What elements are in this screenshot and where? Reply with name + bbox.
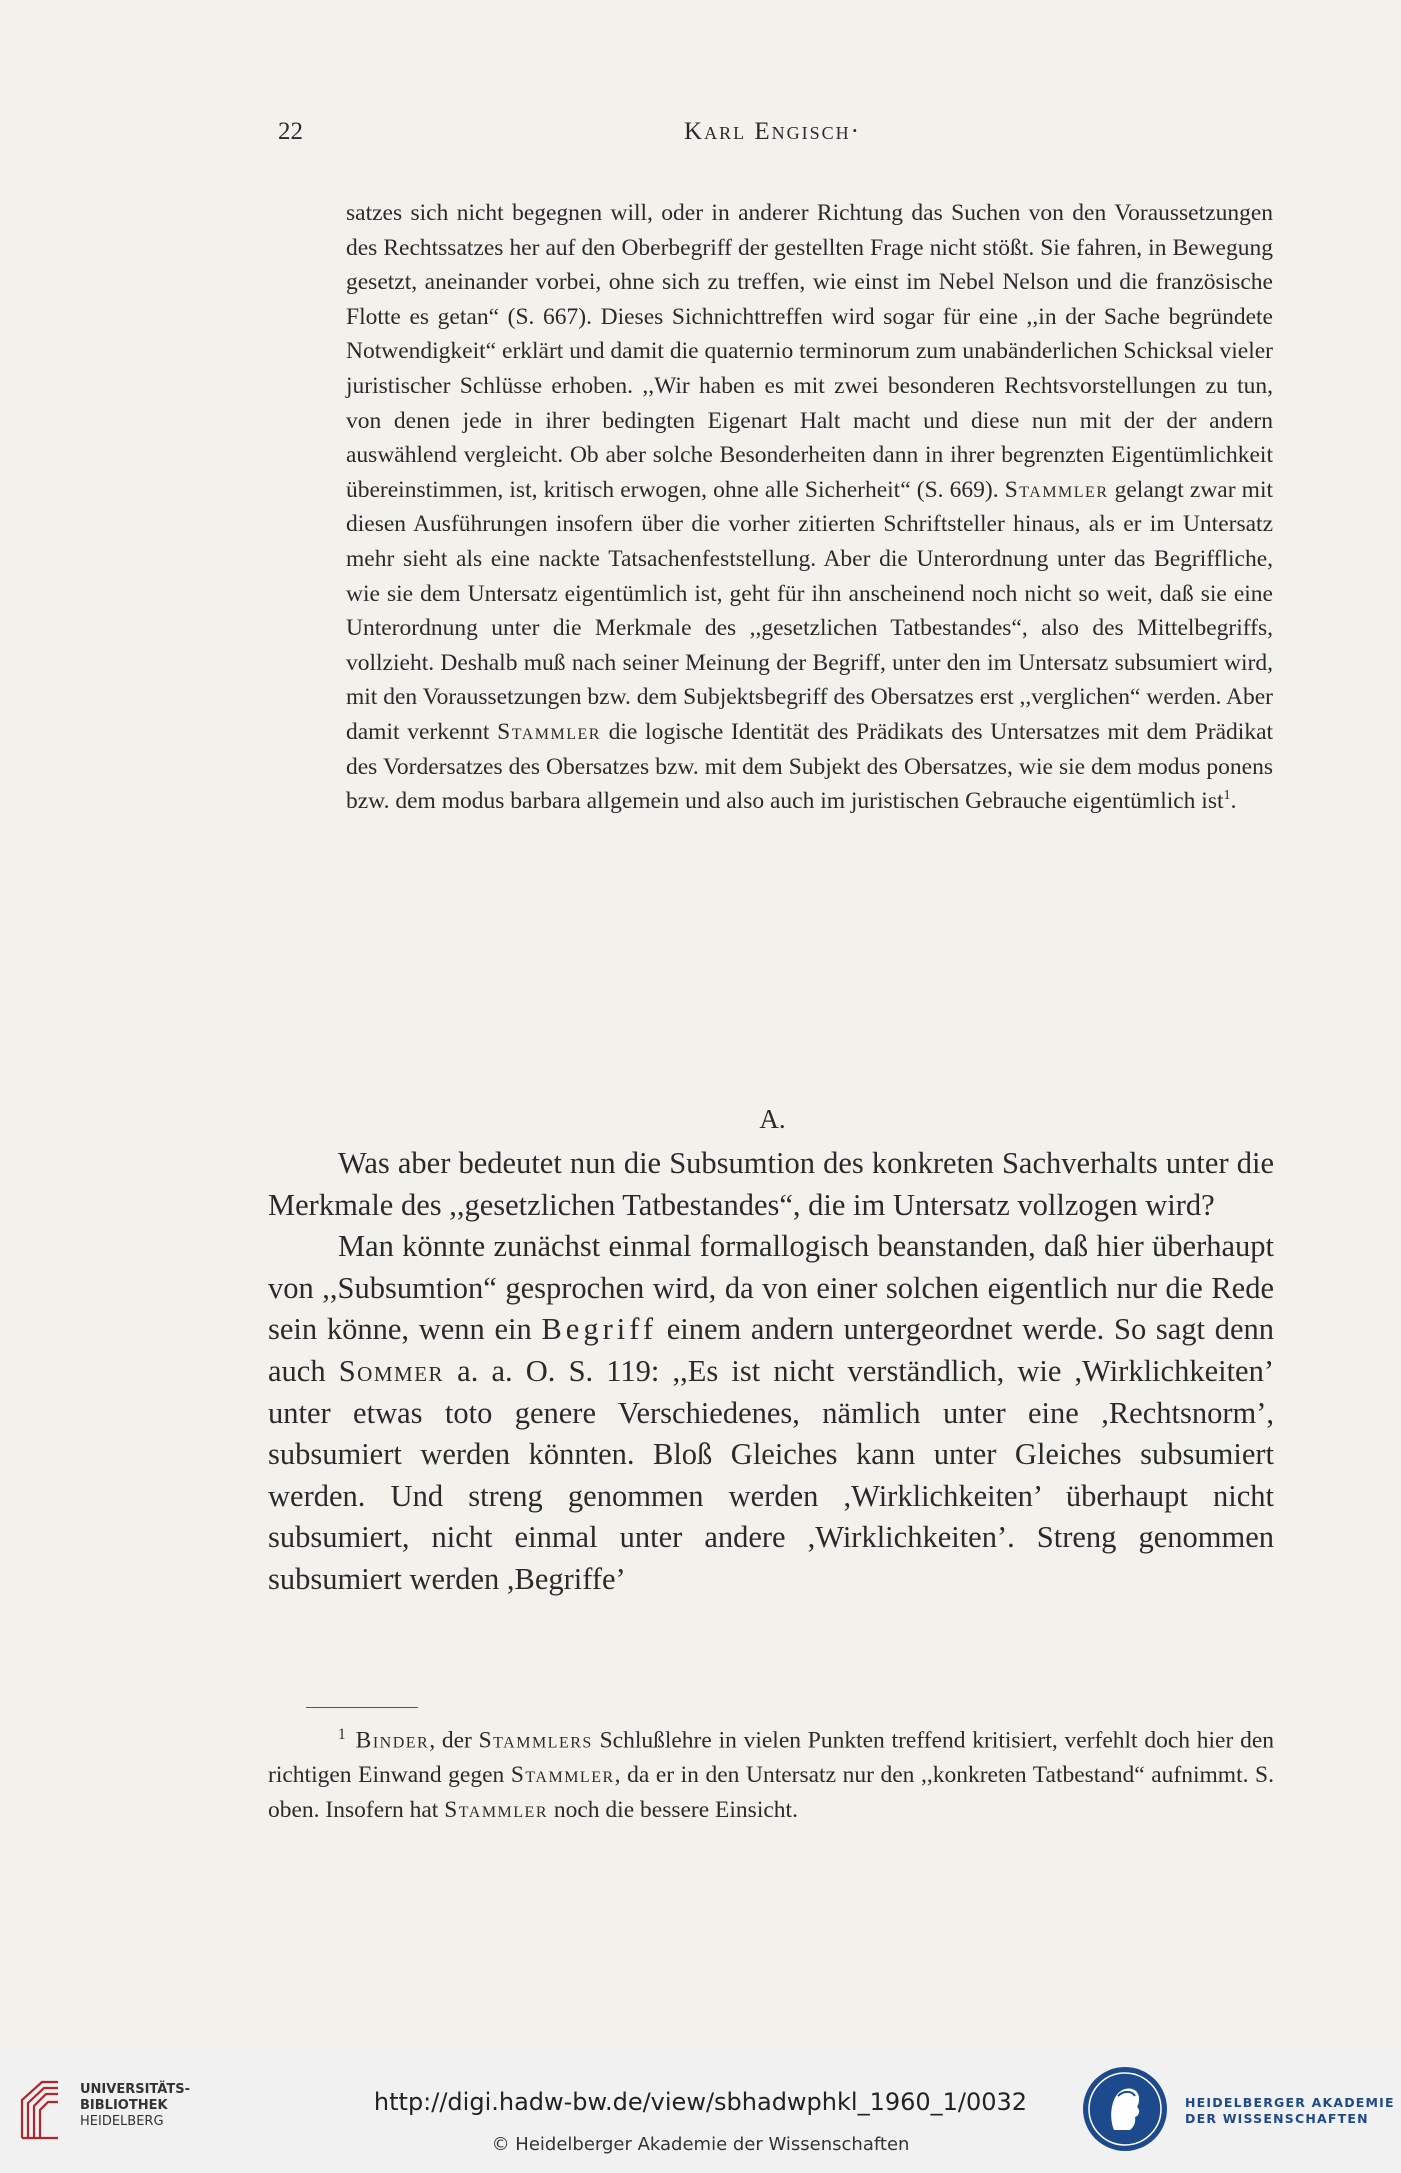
academy-name: HEIDELBERGER AKADEMIE DER WISSENSCHAFTEN (1185, 2095, 1395, 2126)
author-name: Binder (355, 1727, 430, 1754)
footnote-reference[interactable]: 1 (1223, 787, 1231, 804)
paragraph: Man könnte zunächst einmal formallogisch beanstanden, daß hier überhaupt von ,,Subsumtion“ gesprochen wird, da von einer solchen eigentlich nur die Rede sein könne, wenn ein Begriff einem andern untergeordnet werde. So sagt denn auch Sommer a. a. O. S. 119: ,,Es ist nicht verständlich, wie ,Wirklichkeiten’ unter etwas toto genere Verschiedenes, nämlich unter eine ,Rechtsnorm’, subsumiert werden könnten. Bloß Gleiches kann unter Gleiches subsumiert werden. Und streng genommen werden ,Wirklichkeiten’ überhaupt nicht subsumiert, nicht einmal unter andere ,Wirklichkeiten’. Streng genommen subsumiert werden ,Begriffe’ (268, 1229, 1275, 1596)
author-name: Stammler (497, 718, 601, 745)
footnote: $^1$ Binder, der Stammlers Schlußlehre in vielen Punkten treffend kritisiert, verfehlt doch hier den richtigen Einwand gegen Stammler, da er in den Untersatz nur den ,,konkreten Tatbestand“ aufnimmt. S. oben. Insofern hat Stammler noch die bessere Einsicht. (268, 1726, 1274, 1823)
footnote-mark: 1 (338, 1726, 346, 1743)
paragraph: Was aber bedeutet nun die Subsumtion des konkreten Sachverhalts unter die Merkmale des ,,gesetzlichen Tatbestandes“, die im Untersatz vollzogen wird? (268, 1146, 1274, 1222)
author-name: Stammler (444, 1796, 548, 1823)
academy-seal-icon (1080, 2064, 1170, 2154)
running-head: Karl Engisch· (684, 118, 861, 145)
section-heading: A. (759, 1104, 786, 1134)
page-number: 22 (278, 118, 303, 145)
main-text (268, 1143, 1274, 1601)
quoted-passage (346, 196, 1273, 819)
author-name: Sommer (338, 1353, 445, 1388)
library-name: UNIVERSITÄTS- BIBLIOTHEK HEIDELBERG (80, 2082, 190, 2129)
emphasized-word: Begriff (541, 1312, 657, 1347)
author-name: Stammlers (478, 1727, 593, 1754)
author-name: Stammler (510, 1761, 615, 1788)
page-header (270, 118, 1275, 158)
paragraph: satzes sich nicht begegnen will, oder in anderer Richtung das Suchen von den Voraussetzungen des Rechtssatzes her auf den Oberbegriff der gestellten Frage nicht stößt. Sie fahren, in Bewegung gesetzt, aneinander vorbei, ohne sich zu treffen, wie einst im Nebel Nelson und die französische Flotte es getan“ (S. 667). Dieses Sichnichttreffen wird sogar für eine ,,in der Sache begründete Notwendigkeit“ erklärt und damit die quaternio terminorum zum unabänderlichen Schicksal vieler juristischer Schlüsse erhoben. ,,Wir haben es mit zwei besonderen Rechtsvorstellungen zu tun, von denen jede in ihrer bedingten Eigenart Halt macht und diese nun mit der der andern auswählend vergleicht. Ob aber solche Besonderheiten dann in ihrer begrenzten Eigentümlichkeit übereinstimmen, ist, kritisch erwogen, ohne alle Sicherheit“ (S. 669). Stammler gelangt zwar mit diesen Ausführungen insofern über die vorher zitierten Schriftsteller hinaus, als er im Untersatz mehr sieht als eine nackte Tatsachenfeststellung. Aber die Unterordnung unter das Begriffliche, wie sie dem Untersatz eigentümlich ist, geht für ihn anscheinend noch nicht so weit, daß sie eine Unterordnung unter die Merkmale des ,,gesetzlichen Tatbestandes“, also des Mittelbegriffs, vollzieht. Deshalb muß nach seiner Meinung der Begriff, unter den im Untersatz subsumiert wird, mit den Voraussetzungen bzw. dem Subjektsbegriff des Obersatzes erst ,,verglichen“ werden. Aber damit verkennt Stammler die logische Identität des Prädikats des Untersatzes mit dem Prädikat des Vordersatzes des Obersatzes bzw. mit dem Subjekt des Obersatzes, wie sie dem modus ponens bzw. dem modus barbara allgemein und also auch im juristischen Gebrauche eigentümlich ist$^1$. (346, 200, 1274, 815)
permalink[interactable]: http://digi.hadw-bw.de/view/sbhadwphkl_1960_1/0032 (373, 2088, 1028, 2116)
copyright-notice: © Heidelberger Akademie der Wissenschaften (491, 2134, 910, 2155)
digitization-footer (0, 2050, 1401, 2173)
footnote-divider (306, 1707, 418, 1708)
author-name: Stammler (1004, 476, 1109, 503)
